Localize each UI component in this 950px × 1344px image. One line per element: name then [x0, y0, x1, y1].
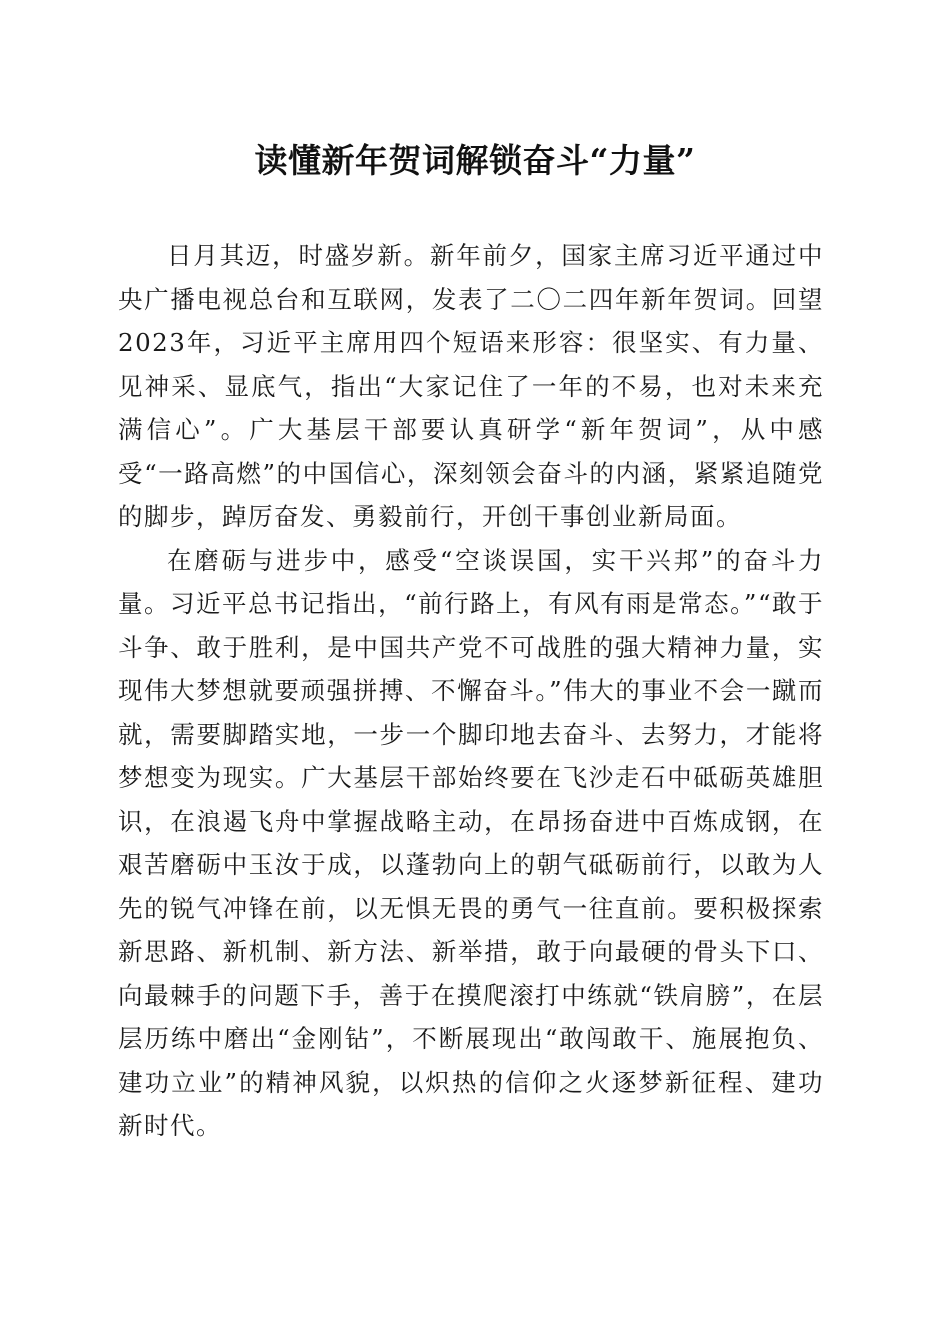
document-body — [118, 234, 824, 1148]
paragraph: 日月其迈，时盛岁新。新年前夕，国家主席习近平通过中央广播电视总台和互联网，发表了二〇二四年新年贺词。回望2023年，习近平主席用四个短语来形容：很坚实、有力量、见神采、显底气，指出“大家记住了一年的不易，也对未来充满信心”。广大基层干部要认真研学“新年贺词”，从中感受“一路高燃”的中国信心，深刻领会奋斗的内涵，紧紧追随党的脚步，踔厉奋发、勇毅前行，开创干事创业新局面。 — [118, 241, 824, 531]
document-title: 读懂新年贺词解锁奋斗“力量” — [254, 141, 696, 180]
paragraph: 在磨砺与进步中，感受“空谈误国，实干兴邦”的奋斗力量。习近平总书记指出，“前行路上，有风有雨是常态。”“敢于斗争、敢于胜利，是中国共产党不可战胜的强大精神力量，实现伟大梦想就要顽强拼搏、不懈奋斗。”伟大的事业不会一蹴而就，需要脚踏实地，一步一个脚印地去奋斗、去努力，才能将梦想变为现实。广大基层干部始终要在飞沙走石中砥砺英雄胆识，在浪遏飞舟中掌握战略主动，在昂扬奋进中百炼成钢，在艰苦磨砺中玉汝于成，以蓬勃向上的朝气砥砺前行，以敢为人先的锐气冲锋在前，以无惧无畏的勇气一往直前。要积极探索新思路、新机制、新方法、新举措，敢于向最硬的骨头下口、向最棘手的问题下手，善于在摸爬滚打中练就“铁肩膀”，在层层历练中磨出“金刚钻”，不断展现出“敢闯敢干、施展抱负、建功立业”的精神风貌，以炽热的信仰之火逐梦新征程、建功新时代。 — [118, 545, 824, 1140]
